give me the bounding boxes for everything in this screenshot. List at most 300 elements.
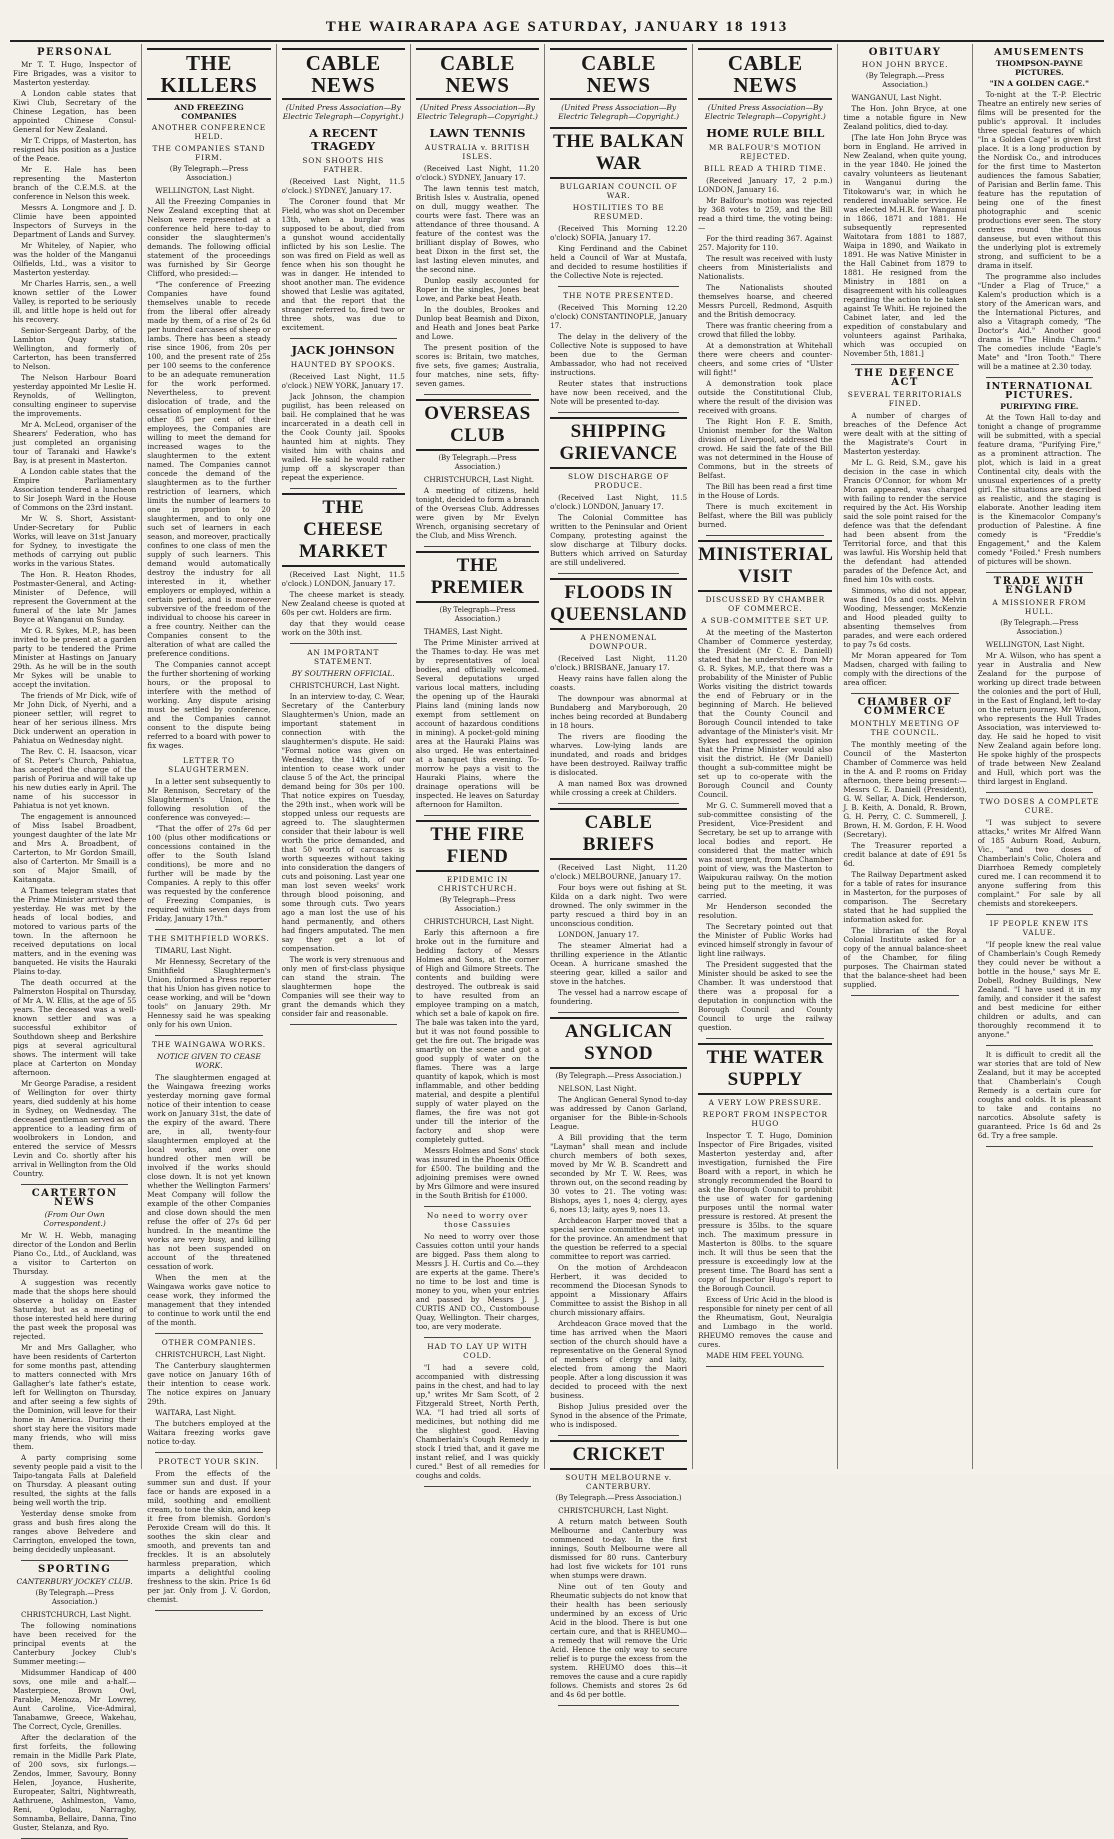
article-paragraph: Four boys were out fishing at St. Kilda on a dark night. Two were drowned. The only swimmer in the party rescued a third boy in an unconscious condition. (550, 883, 688, 928)
article-paragraph: There is much excitement in Belfast, where the Bill was publicly burned. (698, 502, 833, 529)
article-section (978, 797, 1101, 908)
article-paragraph: CHRISTCHURCH, Last Night. (423, 475, 535, 484)
article-paragraph: The slaughtermen engaged at the Waingawa freezing works yesterday morning gave formal notice of their intention to cease work on January 31st, the date of the expiry of the award. There are, in all, twenty-four slaughtermen employed at the local works, and over one hundred other men will be involved if the works should close down. It is not yet known whether the Wellington Farmers' Meat Company will follow the example of the other Companies and close down should the men refuse the offer of 27s 6d per hundred. In the meantime the works are very busy, and killing has not been suspended on account of the threatened cessation of work. (147, 1073, 271, 1271)
article-paragraph: The downpour was abnormal at Bundaberg and Maryborough, 20 inches being recorded at Bundaberg in 18 hours. (550, 694, 688, 730)
article-paragraph: The Nelson Harbour Board yesterday appointed Mr Leslie H. Reynolds, of Wellington, consulting engineer to supervise the improvements. (13, 373, 137, 418)
article-section (282, 127, 405, 332)
article-paragraph: King Ferdinand and the Cabinet held a Council of War at Mustafa, and decided to resume hostilities if the Collective Note is rejected. (550, 244, 688, 280)
section-divider (558, 1435, 679, 1436)
article-section (843, 48, 966, 358)
article-byline: (By Telegraph.—Press Association.) (35, 1589, 114, 1606)
article-paragraph: Mr A. Wilson, who has spent a year in Australia and New Zealand for the purpose of working up direct trade between the colonies and the port of Hull, in the East of England, left to-day on the return journey. Mr Wilson, who represents the Hull Trades Association, was interviewed to-day. He said he hoped to visit New Zealand again before long. He spoke highly of the prospects of trade between New Zealand and Hull, which port was the third largest in England. (977, 651, 1101, 786)
article-paragraph: Mr Charles Harris, sen., a well known settler of the Lower Valley, is reported to be seriously ill, and little hope is held out for his recovery. (13, 279, 137, 324)
article-section (147, 756, 270, 923)
article-headline: LAWN TENNIS (429, 126, 526, 140)
article-headline: THE WATER SUPPLY (698, 1043, 832, 1095)
article-headline: SPORTING (37, 1564, 112, 1575)
article-deck: ANOTHER CONFERENCE HELD. (151, 123, 266, 141)
article-paragraph: In the doubles, Brookes and Dunlop beat Beamish and Dixon, and Heath and Jones beat Parke and Lowe. (415, 305, 540, 341)
section-divider (706, 1038, 824, 1039)
article-paragraph: When the men at the Waingawa works gave notice to cease work, they informed the management that they intended to continue to work until the end of the month. (147, 1273, 271, 1327)
article-paragraph: CHRISTCHURCH, Last Night. (21, 1610, 132, 1619)
article-paragraph: A number of charges of breaches of the Defence Act were dealt with at the sitting of the Magistrate's Court in Masterton yesterday. (843, 411, 967, 456)
section-divider (155, 1610, 262, 1611)
article-headline: OBITUARY (868, 47, 942, 58)
article-section (843, 369, 966, 687)
article-headline: LETTER TO SLAUGHTERMEN. (168, 756, 250, 774)
article-paragraph: CHRISTCHURCH, Last Night. (155, 1350, 266, 1359)
article-paragraph: The Coroner found that Mr Field, who was shot on December 13th, when a burglar was supposed to be about, died from a gunshot wound accidentally inflicted by his son Leslie. The son was fired on Field as well as fence when his son thought he was in danger. He intended to shoot another man. The evidence showed that Leslie was agitated, and that the report that the stranger referred to, fired two or three shots, was due to excitement. (281, 197, 405, 332)
article-paragraph: "The conference of Freezing Companies have found themselves unable to recede from the liberal offer already made by them, of a rise of 2s 6d per hundred carcases of sheep or lambs. There has been a steady rise since 1906, from 20s per 100, and the present rate of 25s per 100 seems to the conference to be an adequate remuneration for the work performed. Nevertheless, to prevent dislocation of trade, and the cessation of employment for the other 85 per cent of their employees, the Companies are willing to meet the demand for increased wages to the slaughtermen to the extent named. The Companies cannot concede the demand of the slaughtermen as to the further restriction of learners, which limits the number of learners to one in proportion to 20 slaughtermen, and to only one such set of learners in each season, and moreover, practically confines to one class of men the supply of such learners. This demand would automatically destroy the industry for all interested in it, whether employers or employed, within a certain period, and is moreover subversive of the freedom of the individual to choose his career in a free country. Neither can the Companies consent to the alteration of what are called the preference conditions. (147, 280, 271, 658)
article-paragraph: At the meeting of the Masterton Chamber of Commerce yesterday, the President (Mr C. E. Daniell) stated that he understood from Mr G. R. Sykes, M.P., that there was a probability of the Minister of Public Works visiting the district towards the end of February or in the beginning of March. He believed that the County Council and Borough Council intended to take advantage of the Minister's visit. Mr Sykes had expressed the opinion that the Prime Minister would also visit the district. He (Mr Daniell) thought a sub-committee might be set up to co-operate with the Borough Council and County Council. (698, 628, 833, 799)
article-paragraph: Midsummer Handicap of 400 sovs, one mile and a-half.—Masterpiece, Brown Owl, Parable, Menoza, Mr Lowrey, Aunt Caroline, Vice-Admiral, Tanabamwe, Greece, Wakehau, The Correct, Cycle, Grenilles. (13, 1668, 137, 1731)
article-headline: THE KILLERS (147, 48, 270, 100)
article-byline: (By Telegraph—Press Association.) (439, 896, 516, 913)
column-c7 (838, 44, 972, 1469)
article-paragraph: "That the offer of 27s 6d per 100 (plus other modifications or concessions contained in the offer to the South Island conditions), be more and no further will be made by the Companies. A reply to this offer was requested by the conference of Freezing Companies, is required within seven days from Friday, January 17th." (147, 824, 271, 923)
article-section (282, 48, 405, 121)
article-deck: A SUB-COMMITTEE SET UP. (701, 616, 830, 625)
article-paragraph: To-night at the T.-P. Electric Theatre an entirely new series of films will be presented for the public's approval. It includes three special features of which "In a Golden Cage" is given first place. It is a long production by the Nordisk Co., and introduces for the first time to Masterton audiences the famous Sabatier, of Parisian and Berlin fame. This feature has the reputation of being one of the finest photographic and scenic productions ever seen. The story centres round the famous danseuse, but even without this the underlying plot is extremely strong, and sufficient to be a drama in itself. (977, 90, 1101, 270)
article-paragraph: The programme also includes "Under a Flag of Truce," a Kalem's production which is a story of the American wars, and the International Pictures, and also a Vitagraph comedy, "The Doctor's Aid." Another good drama is "The Hindu Charm." The comedies include "Eagle's Mate" and "Iron Tooth." There will be a matinee at 2.30 today. (977, 272, 1101, 371)
article-paragraph: On the motion of Archdeacon Herbert, it was decided to recommend the Diocesan Synods to appoint a Missionary Affairs Committee to assist the Bishop in all church missionary affairs. (550, 1263, 688, 1317)
article-paragraph: Mr Moran appeared for Tom Madsen, charged with failing to comply with the directions of the area officer. (843, 651, 967, 687)
article-paragraph: The Canterbury slaughtermen gave notice on January 16th of their intention to cease work. The notice expires on January 29th. (147, 1361, 271, 1406)
article-headline: CARTERTON NEWS (31, 1188, 118, 1208)
section-divider (558, 286, 679, 287)
article-headline: MINISTERIAL VISIT (698, 540, 832, 592)
article-section (550, 291, 687, 406)
article-headline: THE SMITHFIELD WORKS. (148, 934, 270, 943)
article-paragraph: The Secretary pointed out that the Minister of Public Works had evinced himself strongly in favour of light line railways. (698, 922, 833, 958)
article-headline: ANGLICAN SYNOD (550, 1017, 687, 1069)
article-headline: SHIPPING GRIEVANCE (550, 417, 687, 469)
article-byline: (By Telegraph.—Press Association.) (865, 72, 945, 89)
article-section (416, 127, 539, 388)
section-divider (706, 535, 824, 536)
article-deck: DISCUSSED BY CHAMBER OF COMMERCE. (705, 595, 825, 613)
article-headline: CABLE NEWS (282, 48, 405, 100)
article-paragraph: Messrs Holmes and Sons' stock was insured in the Phoenix Office for £500. The building and the adjoining premises were owned by Mrs Gilmore and were insured in the South British for £1000. (415, 1146, 540, 1200)
section-divider (851, 364, 958, 365)
article-paragraph: After the declaration of the first forfeits, the following remain in the Midlle Park Plate, of 200 sovs, six furlongs.—Zendos, Immer, Savoury, Bonny Helen, Joyance, Husherite, Europeater, Saltri, Nightwreath, Aathruene, Ashlmeston, Vamo, Reni, Oglodau, Narragby, Somnamba, Bellaire, Danna, Tino Guster, Stelanza, and Ryo. (13, 1733, 137, 1832)
section-divider (558, 1012, 679, 1013)
column-c8 (973, 44, 1106, 1469)
article-paragraph: The Colonial Committee has written to the Peninsular and Orient Company, protesting against the slow discharge at Tilbury docks. Butters which arrived on Saturday are still undelivered. (550, 513, 688, 567)
article-section (13, 1565, 136, 1832)
article-section (282, 493, 405, 637)
article-section (550, 1017, 687, 1429)
section-divider (155, 929, 262, 930)
article-headline: CABLE NEWS (698, 48, 832, 100)
article-paragraph: At a demonstration at Whitehall there were cheers and counter-cheers, and some cries of "Ulster will fight!" (698, 341, 833, 377)
article-paragraph: The Rev. C. H. Isaacson, vicar of St. Peter's Church, Pahiatua, has accepted the charge of the parish of Porirua and will take up his new duties early in April. The name of his successor in Pahiatua is not yet known. (13, 747, 137, 810)
section-divider (558, 1705, 679, 1706)
article-deck: EPIDEMIC IN CHRISTCHURCH. (437, 875, 518, 893)
section-divider (986, 1045, 1093, 1046)
article-paragraph: Nine out of ten Gouty and Rheumatic subjects do not know that their health has been seriously undermined by an excess of Uric Acid in the blood. There is but one certain cure, and that is RHEUMO—a remedy that will remove the Uric Acid. Hence the only way to secure relief is to purge the excess from the system. RHEUMO does this—it removes the cause and a cure rapidly follows. Chemists and stores 2s 6d and 4s 6d per bottle. (550, 1582, 688, 1699)
article-deck: HAUNTED BY SPOOKS. (290, 360, 396, 369)
section-divider (155, 1035, 262, 1036)
article-paragraph: "I had a severe cold, accompanied with distressing pains in the chest, and had to lay up," writes Mr Sam Scott, of 2 Fitzgerald Street, North Perth, W.A. "I had tried all sorts of medicines, but nothing did me the slightest good. Having Chamberlain's Cough Remedy in stock I tried that, and it gave me instant relief, and I was quickly cured." Best of all remedies for coughs and colds. (415, 1363, 540, 1480)
article-section (550, 1440, 687, 1699)
article-paragraph: In a letter sent subsequently to Mr Rennison, Secretary of the Slaughtermen's Union, the following resolution of the conference was conveyed:— (147, 777, 271, 822)
article-paragraph: (Received Last Night, 11.5 o'clock.) LONDON, January 17. (550, 493, 688, 511)
column-c5 (545, 44, 693, 1699)
article-byline: (By Telegraph.—Press Association.) (1000, 619, 1079, 636)
article-paragraph: The Railway Department asked for a table of rates for insurance in Masterton, for the purposes of comparison. The Secretary stated that he had supplied the information asked for. (843, 870, 967, 924)
column-c3 (277, 44, 411, 1469)
article-headline: OTHER COMPANIES. (161, 1338, 257, 1347)
article-deck: HOSTILITIES TO BE RESUMED. (572, 203, 665, 221)
section-divider (851, 693, 958, 694)
article-paragraph: A London cable states that the Empire Parliamentary Association tendered a luncheon to Sir Joseph Ward in the House of Commons on the 23rd instant. (13, 467, 137, 512)
article-paragraph: From the effects of the summer sun and dust. If your face or hands are exposed in a mild, soothing and emollient cream, to tone the skin, and keep it free from blemish. Gordon's Peroxide Cream will do this. It soothes the skin clear and smooth, and prevents tan and freckles. It is an absolutely harmless preparation, which imparts a delightful cooling freshness to the skin. Price 1s 6d per jar. Only from J. V. Gordon, chemist. (147, 1469, 271, 1604)
article-paragraph: A meeting of citizens, held tonight, decided to form a branch of the Overseas Club. Addresses were given by Mr Evelyn Wrench, organising secretary of the Club, and Miss Wrench. (415, 486, 540, 540)
article-paragraph: The death occurred at the Palmerston Hospital on Thursday, of Mr A. W. Ellis, at the age of 55 years. The deceased was a well-known settler and was a successful exhibitor of Southdown sheep and Berkshire pigs at several agricultural shows. The interment will take place at Carterton on Monday afternoon. (13, 978, 137, 1077)
article-paragraph: The Anglican General Synod to-day was addressed by Canon Garland, organiser for the Bible-in-Schools League. (550, 1095, 688, 1131)
article-headline: FLOODS IN QUEENSLAND (550, 578, 687, 630)
article-paragraph: The lawn tennis test match, British Isles v. Australia, opened on dull, muggy weather. The courts were fast. There was an attendance of three thousand. A feature of the contest was the brilliant display of Bowes, who beat Dixon in the first set, the last lasting eleven minutes, and the second nine. (415, 184, 540, 274)
article-paragraph: Senior-Sergeant Darby, of the Lambton Quay station, Wellington, and formerly of Carterton, has been transferred to Nelson. (13, 326, 137, 371)
column-c6 (693, 44, 838, 1469)
article-paragraph: (Received Last Night, 11.20 o'clock.) BRISBANE, January 17. (550, 654, 688, 672)
article-paragraph: A demonstration took place outside the Constitutional Club, where the result of the division was received with groans. (698, 379, 833, 415)
article-byline: (By Telegraph.—Press Association.) (555, 1494, 682, 1502)
section-divider (424, 1206, 531, 1207)
article-headline: PERSONAL (36, 47, 113, 58)
article-paragraph: Mr G. C. Summerell moved that a sub-committee consisting of the President, Vice-President and Secretary, be set up to arrange with local bodies and report. He considered that the matter which was most urgent, from the Chamber point of view, was the Masterton to Waipukurau railway. On the motion being put to the meeting, it was carried. (698, 801, 833, 900)
section-divider (558, 573, 679, 574)
article-paragraph: The engagement is announced of Miss Isabel Broadbent, youngest daughter of the late Mr and Mrs A. Broadbent, of Carterton, to Mr Gordon Smaill, also of Carterton. Mr Smaill is a son of Major Smaill, of Kaitangata. (13, 812, 137, 884)
article-section (147, 1338, 270, 1446)
section-divider (558, 412, 679, 413)
section-divider (21, 1560, 128, 1561)
article-subheading: PURIFYING FIRE. (1000, 402, 1079, 411)
section-divider (424, 394, 531, 395)
article-paragraph: The delay in the delivery of the Collective Note is supposed to have been due to the German Ambassador, who had not received instructions. (550, 332, 688, 377)
article-headline: THE BALKAN WAR (550, 127, 687, 179)
article-paragraph: All the Freezing Companies in New Zealand excepting that at Nelson were represented at a conference held here to-day to consider the slaughtermen's demands. The following official statement of the proceedings was furnished by Sir George Clifford, who presided:— (147, 197, 271, 278)
masthead (10, 6, 1104, 42)
article-section (978, 1050, 1101, 1140)
article-section (550, 578, 687, 797)
article-deck: REPORT FROM INSPECTOR HUGO (702, 1110, 828, 1128)
article-paragraph: The Nationalists shouted themselves hoarse, and cheered Messrs Purcell, Redmond, Asquith and the British democracy. (698, 283, 833, 319)
article-section (978, 577, 1101, 786)
article-headline: INTERNATIONAL PICTURES. (986, 381, 1093, 401)
article-headline: THE CHEESE MARKET (282, 493, 405, 567)
section-divider (155, 1452, 262, 1453)
article-paragraph: For the third reading 367. Against 257. Majority for 110. (698, 234, 833, 252)
article-subheading: NOTICE GIVEN TO CEASE WORK. (157, 1052, 261, 1070)
article-paragraph: Mr T. T. Hugo, Inspector of Fire Brigades, was a visitor to Masterton yesterday. (13, 60, 137, 87)
article-paragraph: Mr Whiteley, of Napier, who was the holder of the Manganui Oilfields, Ltd., was a visitor to Masterton yesterday. (13, 241, 137, 277)
article-paragraph: (Received Last Night, 11.5 o'clock.) SYDNEY, January 17. (281, 177, 405, 195)
article-section (698, 540, 832, 1032)
article-byline: (By Telegraph—Press Association.) (439, 606, 516, 623)
article-paragraph: Archdeacon Grace moved that the time has arrived when the Maori section of the church should have a representative on the General Synod of members of clergy and laity, elected from among the Maori people. After a long discussion it was decided to proceed with the next business. (550, 1319, 688, 1400)
article-paragraph: Jack Johnson, the champion pugilist, has been released on bail. He complained that he was incarcerated in a death cell in the Cook County jail. Spooks haunted him at nights. They visited him with chains and wailed. He said he would rather jump off a skyscraper than repeat the experience. (281, 392, 405, 482)
article-subheading-2: AND FREEZING COMPANIES (174, 103, 244, 121)
article-section (13, 48, 136, 1178)
article-section (282, 648, 405, 1018)
article-section (416, 1211, 539, 1331)
article-deck: A PHENOMENAL DOWNPOUR. (580, 633, 657, 651)
section-divider (424, 815, 531, 816)
article-headline: CABLE BRIEFS (550, 808, 687, 860)
article-paragraph: The Right Hon F. E. Smith, Unionist member for the Walton division of Liverpool, addressed the crowd. He said the fate of the Bill was not determined in the House of Commons, but in the streets of Belfast. (698, 417, 833, 480)
article-paragraph: No need to worry over those Cassuies cotton until your hands are bigged. Pass them along to Messrs J. H. Curtis and Co.—they are experts at the game. There's no time to be lost and time is money to you, when your entries and passed by Messrs J. J. CURTIS AND CO., Custombouse Quay, Wellington. Their charges, too, are very moderate. (415, 1232, 540, 1331)
article-deck: SEVERAL TERRITORIALS FINED. (847, 390, 963, 408)
article-byline: (By Telegraph.—Press Association.) (438, 454, 517, 471)
article-paragraph: Inspector T. T. Hugo, Dominion Inspector of Fire Brigades, visited Masterton yesterday and, after investigation, furnished the Fire Board with a report, in which he strongly recommended the Board to ask the Borough Council to prohibit the use of water for gardening purposes until the normal water pressure is restored. At present the pressure is 35lbs. to the square inch. The maximum pressure in Masterton is 80lbs. to the square inch. It will thus be seen that the pressure is exceedingly low at the present time. The Board has sent a copy of Inspector Hugo's report to the Borough Council. (698, 1131, 833, 1293)
article-paragraph: Mr Henderson seconded the resolution. (698, 902, 833, 920)
article-headline: CABLE NEWS (416, 48, 539, 100)
article-paragraph: (Received Last Night, 11.5 o'clock.) LONDON, January 17. (281, 570, 405, 588)
article-paragraph: The Hon. John Bryce, at one time a notable figure in New Zealand politics, died to-day. (843, 104, 967, 131)
article-paragraph: The President suggested that the Minister should be asked to see the Chamber. It was understood that there was a proposal for a deputation in conjunction with the Borough Council and County Council to urge the railway question. (698, 960, 833, 1032)
article-paragraph: day that they would cease work on the 30th inst. (281, 619, 405, 637)
article-section (147, 48, 270, 750)
article-paragraph: The rivers are flooding the wharves. Low-lying lands are inundated, and roads and bridges have been destroyed. Railway traffic is dislocated. (550, 732, 688, 777)
article-paragraph: Early this afternoon a fire broke out in the furniture and bedding factory of Messrs Holmes and Sons, at the corner of High and Gilmore Streets. The contents and building were destroyed. The outbreak is said to have resulted from an employee tramping on a match, which set a bale of kapok on fire. The bale was taken into the yard, but it was not found possible to get the fire out. The brigade was smartly on the scene and got a good supply of water on the flames. There was a large quantity of kapok, which is most inflammable, and other bedding material, and despite a plentiful supply of water played on the flames, the fire was not got under till the interior of the factory and shop were completely gutted. (415, 928, 540, 1144)
article-paragraph: Reuter states that instructions have now been received, and the Note will be presented to-day. (550, 379, 688, 406)
article-deck: AUSTRALIA v. BRITISH ISLES. (424, 143, 531, 161)
article-paragraph: A return match between South Melbourne and Canterbury was commenced to-day. In the first innings, South Melbourne were all dismissed for 80 runs. Canterbury had lost five wickets for 101 runs when stumps were drawn. (550, 1517, 688, 1580)
article-section (550, 127, 687, 280)
article-paragraph: Mr W. S. Short, Assistant-Under-Secretary for Public Works, will leave on 31st January for Sydney, to investigate the methods of carrying out public works in the various States. (13, 514, 137, 568)
section-divider (290, 488, 397, 489)
article-paragraph: A Bill providing that the term "Layman" shall mean and include church members of both sexes, moved by Mr W. B. Scandrett and seconded by Mr T. W. Rees, was thrown out, on the second reading by 30 votes to 21. The voting was: Bishops, ayes 1, noes 4; clergy, ayes 6, noes 13; laity, ayes 9, noes 13. (550, 1133, 688, 1214)
section-divider (986, 914, 1093, 915)
article-paragraph: The Companies cannot accept the further shortening of working hours, or the proposal to interfere with the method of working. Any dispute arising must be settled by conference, and the Companies cannot consent to the dispute being referred to a board with power to fix wages. (147, 660, 271, 750)
section-divider (21, 1184, 128, 1185)
article-paragraph: Mr A. McLeod, organiser of the Shearers' Federation, who has just completed an organising tour of Taranaki and Hawke's Bay, is at present in Masterton. (13, 420, 137, 465)
section-divider (986, 1146, 1093, 1147)
article-paragraph: A party comprising some seventy people paid a visit to the Taipo-tangata Falls at Dalefield on Thursday. A pleasant outing resulted, the sights at the falls being well worth the trip. (13, 1453, 137, 1507)
article-section (698, 1043, 832, 1360)
article-paragraph: In an interview to-day, C. Wear, Secretary of the Canterbury Slaughtermen's Union, made an important statement in connection with the slaughtermen's dispute. He said: "Formal notice was given on Wednesday, the 14th, of our intention to cease work under clause 5 of the Act, the principal demand being for 30s per 100. That notice expires on Tuesday, the 29th inst., when work will be stopped unless our requests are agreed to. The slaughtermen consider that their labour is well worth the price demanded, and that 50 worth of carcases is worth squeezes without taking into consideration the dangers of cuts and poisoning. Last year one man lost seven weeks' work through blood poisoning, and some through cuts. Two years ago a man lost the use of his hand permanently, and others had fingers amputated. The men say they get a lot of compensation. (281, 692, 405, 953)
article-deck: THE COMPANIES STAND FIRM. (152, 144, 266, 162)
masthead-title: THE WAIRARAPA AGE SATURDAY, JANUARY 18 1913 (325, 19, 789, 35)
article-section (843, 698, 966, 989)
article-headline: HAD TO LAY UP WITH COLD. (427, 1342, 528, 1360)
article-paragraph: The Treasurer reported a credit balance at date of £91 5s 6d. (843, 841, 967, 868)
article-byline: (By Telegraph.—Press Association.) (169, 165, 249, 182)
section-divider (424, 546, 531, 547)
article-paragraph: Mr and Mrs Gallagher, who have been residents of Carterton for some months past, attending to matters connected with Mrs Gallagher's late father's estate, left for Wellington on Thursday, and after seeing a few sights of the Dominion, will leave for their home in America. During their short stay here the visitors made many friends, who will miss them. (13, 1343, 137, 1451)
article-paragraph: CHRISTCHURCH, Last Night. (289, 681, 400, 690)
section-divider (986, 792, 1093, 793)
column-c4 (411, 44, 545, 1480)
article-paragraph: Yesterday dense smoke from grass and bush fires along the ranges above Belvedere and Carrington, enveloped the town, being decidedly unpleasant. (13, 1509, 137, 1554)
article-deck: HON JOHN BRYCE. (861, 60, 949, 69)
section-divider (424, 1486, 531, 1487)
article-paragraph: The monthly meeting of the Council of the Masterton Chamber of Commerce was held in the A. and P. rooms on Friday afternoon, there being present:—Messrs C. E. Daniell (President), G. W. Sellar, A. Dick, Henderson, J. B. Keith, A. Donald, R. Brown, G. H. Perry, C. C. Summerell, J. Brown, H. M. Gordon, F. H. Wood (Secretary). (843, 740, 967, 839)
article-section (147, 934, 270, 1029)
article-headline: CRICKET (550, 1440, 687, 1470)
article-paragraph: Heavy rains have fallen along the coasts. (550, 674, 688, 692)
article-subheading: (United Press Association—By Electric Telegraph—Copyright.) (282, 103, 404, 121)
article-headline: THE DEFENCE ACT (854, 368, 956, 388)
section-divider (986, 572, 1093, 573)
article-section (978, 919, 1101, 1039)
article-section (698, 48, 832, 121)
article-byline: (By Telegraph.—Press Association.) (555, 1072, 682, 1080)
article-paragraph: (Received This Morning 12.20 o'clock) SOFIA, January 17. (550, 224, 688, 242)
article-deck: MONTHLY MEETING OF THE COUNCIL. (850, 719, 960, 737)
article-paragraph: At the Town Hall to-day and tonight a change of programme will be submitted, with a special feature drama, "Purifying Fire," as a prominent attraction. The plot, which is laid in a great Continental city, deals with the unusual experiences of a pretty girl. The situations are described as realistic, and the staging is elaborate. Another leading item is the Kinemacolor Company's production of Palestine. A fine comedy is "Freddie's Engagement," and the Kalem comedy "Foiled." Fresh numbers of pictures will be shown. (977, 413, 1101, 566)
article-headline: CHAMBER OF COMMERCE (857, 697, 953, 717)
article-headline: No need to worry over those Cassuies (426, 1211, 529, 1229)
article-paragraph: The work is very strenuous and only men of first-class physique can stand the strain. The slaughtermen hope the Companies will see their way to grant the demands which they consider fair and reasonable. (281, 955, 405, 1018)
article-paragraph: The butchers employed at the Waitara freezing works gave notice to-day. (147, 1419, 271, 1446)
article-headline: HOME RULE BILL (706, 126, 825, 140)
article-paragraph: The librarian of the Royal Colonial Institute asked for a copy of the annual balance-sheet of the Chamber, for filing purposes. The Chairman stated that the balance-sheet had been supplied. (843, 926, 967, 989)
article-section (416, 48, 539, 121)
article-paragraph: CHRISTCHURCH, Last Night. (423, 917, 535, 926)
article-paragraph: LONDON, January 17. (558, 930, 640, 939)
columns-container (8, 44, 1106, 1832)
article-paragraph: A London cable states that Kiwi Club, Secretary of the Chinese Legation, has been appointed Chinese Consul-General for New Zealand. (13, 89, 137, 134)
article-section (550, 417, 687, 567)
article-paragraph: TIMARU, Last Night. (155, 946, 232, 955)
article-headline: CABLE NEWS (550, 48, 687, 100)
article-paragraph: WELLINGTON, Last Night. (155, 186, 255, 195)
article-deck: SLOW DISCHARGE OF PRODUCE. (567, 472, 670, 490)
section-divider (155, 1333, 262, 1334)
article-paragraph: Mr T. Cripps, of Masterton, has resigned his position as a Justice of the Peace. (13, 136, 137, 163)
article-paragraph: (Received Last Night, 11.5 o'clock.) NEW YORK, January 17. (281, 372, 405, 390)
article-deck: A MISSIONER FROM HULL. (992, 598, 1087, 616)
article-paragraph: Mr G. R. Sykes, M.P., has been invited to be present at a garden party to be tendered the Prime Minister at Hastings on January 29th. As he will be in the south Mr Sykes will be unable to accept the invitation. (13, 626, 137, 689)
article-subheading: (United Press Association—By Electric Telegraph—Copyright.) (558, 103, 680, 121)
article-paragraph: (Received January 17, 2 p.m.) LONDON, January 16. (698, 176, 833, 194)
article-paragraph: Mr Hennessy, Secretary of the Smithfield Slaughtermen's Union, informed a Press reporter that his Union has given notice to cease working, and will be "down tools" on January 29th. Mr Hennessy said he was speaking only for his own Union. (147, 957, 271, 1029)
article-paragraph: The vessel had a narrow escape of foundering. (550, 988, 688, 1006)
article-paragraph: "I was subject to severe attacks," writes Mr Alfred Wann of 185 Auburn Road, Auburn, Vic., "and two doses of Chamberlain's Colic, Cholera and Diarrhoea Remedy completely cured me. I can recommend it to anyone suffering from this complaint." For sale by all chemists and storekeepers. (977, 818, 1101, 908)
article-paragraph: "If people knew the real value of Chamberlain's Cough Remedy they could never be without a bottle in the house," says Mr E. Dobell, Rodney Buildings, New Zealand. "I have used it in my family, and consider it the safest and best medicine for either children or adults, and can thoroughly recommend it to anyone." (977, 940, 1101, 1039)
section-divider (290, 643, 397, 644)
article-paragraph: Mr E. Hale has been representing the Masterton branch of the C.E.M.S. at the conference in Nelson this week. (13, 165, 137, 201)
article-paragraph: Mr Balfour's motion was rejected by 368 votes to 259, and the Bill read a third time, the voting being:— (698, 196, 833, 232)
article-section (147, 1457, 270, 1604)
article-subheading: (From Our Own Correspondent.) (43, 1210, 106, 1228)
article-paragraph: The Hon. R. Heaton Rhodes, Postmaster-General, and Acting-Minister of Defence, will represent the Government at the funeral of the late Mr James Boyce at Wanganui on Sunday. (13, 570, 137, 624)
article-paragraph: THAMES, Last Night. (423, 627, 503, 636)
article-paragraph: The steamer Almeriat had a thrilling experience in the Atlantic Ocean. A hurricane smashed the steering gear, killed a sailor and stove in the hatches. (550, 941, 688, 986)
article-paragraph: It is difficult to credit all the war stories that are told of New Zealand, but it may be accepted that Chamberlain's Cough Remedy is a certain cure for coughs and colds. It is pleasant to take and contains no narcotics. Absolute safety is guaranteed. Price 1s 6d and 2s 6d. Try a free sample. (977, 1050, 1101, 1140)
article-headline: AMUSEMENTS (994, 47, 1085, 58)
section-divider (424, 1337, 531, 1338)
article-subheading: CANTERBURY JOCKEY CLUB. (16, 1577, 133, 1586)
article-paragraph: A Thames telegram states that the Prime Minister arrived there yesterday. He was met by the heads of local bodies, and motored to various parts of the town. In the afternoon he received deputations on local matters, and in the evening was banqueted. He visits the Hauraki Plains to-day. (13, 886, 137, 976)
article-deck: SON SHOOTS HIS FATHER. (302, 156, 384, 174)
article-section (13, 1189, 136, 1554)
article-subheading: BY SOUTHERN OFFICIAL. (291, 669, 395, 678)
article-paragraph: Mr W. H. Webb, managing director of the London and Berlin Piano Co., Ltd., of Auckland, was a visitor to Carterton on Thursday. (13, 1231, 137, 1276)
article-paragraph: CHRISTCHURCH, Last Night. (558, 1506, 669, 1515)
article-deck: BILL READ A THIRD TIME. (704, 164, 827, 173)
article-subheading: (United Press Association—By Electric Telegraph—Copyright.) (416, 103, 538, 121)
column-c1 (8, 44, 142, 1832)
article-paragraph: Archdeacon Harper moved that a special service committee be set up for the province. An amendment that the question be referred to a special committee to report was carried. (550, 1216, 688, 1261)
article-paragraph: The friends of Mr Dick, wife of Mr John Dick, of Nyerhi, and a pioneer settler, will regret to hear of her serious illness. Mrs Dick underwent an operation in Pahiatua on Wednesday night. (13, 691, 137, 745)
article-paragraph: NELSON, Last Night. (558, 1084, 637, 1093)
article-headline: AN IMPORTANT STATEMENT. (307, 648, 380, 666)
section-divider (290, 338, 397, 339)
article-section (550, 48, 687, 121)
article-deck: A VERY LOW PRESSURE. (708, 1098, 822, 1107)
article-paragraph: Mr George Paradise, a resident of Wellington for over thirty years, died suddenly at his home in Sydney, on Wednesday. The deceased gentleman served as an apprentice to a leading firm of woolbrokers in London, and entered the service of Messrs Levin and Co. shortly after his arrival in Wellington from the Old Country. (13, 1079, 137, 1178)
article-paragraph: Simmons, who did not appear, was fined 10s and costs. Melvin Wooding, Messenger, McKenzie and Hood pleaded guilty to absenting themselves from parades, and were each ordered to pay 7s 6d costs. (843, 586, 967, 649)
article-deck: BULGARIAN COUNCIL OF WAR. (559, 182, 678, 200)
article-headline: THE WAINGAWA WORKS. (151, 1040, 266, 1049)
section-divider (986, 377, 1093, 378)
article-paragraph: Mr L. G. Reid, S.M., gave his decision in the case in which Francis O'Connor, for whom Mr Moran appeared, was charged with failing to render the service required by the Act. His Worship said the sole point raised for the defence was that the defendant had been absent from the Territorial force, and that this was lawful. His Worship held that the defendant had attended parades of the Defence Act, and fined him 10s with costs. (843, 458, 967, 584)
article-paragraph: (Received Last Night, 11.20 o'clock.) MELBOURNE, January 17. (550, 863, 688, 881)
article-section (416, 1342, 539, 1480)
article-paragraph: WANGANUI, Last Night. (851, 93, 942, 102)
article-paragraph: (Received This Morning 12.20 o'clock) CONSTANTINOPLE, January 17. (550, 303, 688, 330)
article-section (978, 382, 1101, 566)
article-subheading-2: "IN A GOLDEN CAGE." (989, 79, 1090, 88)
section-divider (851, 995, 958, 996)
column-c2 (142, 44, 276, 1604)
article-paragraph: There was frantic cheering from a crowd that filled the lobby. (698, 321, 833, 339)
article-paragraph: The present position of the scores is: Britain, two matches, five sets, five games; Australia, four matches, nine sets, fifty-seven games. (415, 343, 540, 388)
article-paragraph: Excess of Uric Acid in the blood is responsible for ninety per cent of all the Rheumatism, Gout, Neuralgia and Lumbago in the world. RHEUMO removes the cause and cures. (698, 1295, 833, 1349)
article-subheading: (United Press Association—By Electric Telegraph—Copyright.) (704, 103, 826, 121)
article-headline: JACK JOHNSON (291, 343, 395, 357)
article-section (147, 1040, 270, 1327)
article-paragraph: The following nominations have been received for the principal events at the Canterbury Jockey Club's Summer meeting:— (13, 1621, 137, 1666)
article-paragraph: MADE HIM FEEL YOUNG. (706, 1351, 804, 1360)
article-headline: IF PEOPLE KNEW ITS VALUE. (989, 919, 1089, 937)
article-headline: OVERSEAS CLUB (416, 399, 539, 451)
section-divider (290, 1024, 397, 1025)
article-headline: TWO DOSES A COMPLETE CURE. (979, 797, 1100, 815)
article-section (550, 808, 687, 1006)
article-deck: SOUTH MELBOURNE v. CANTERBURY. (565, 1473, 672, 1491)
section-divider (558, 803, 679, 804)
article-headline: THE NOTE PRESENTED. (563, 291, 674, 300)
article-paragraph: A suggestion was recently made that the shops here should observe a holiday on Easter Saturday, but as a meeting of those interested held here during the past week the proposal was rejected. (13, 1278, 137, 1341)
article-paragraph: A man named Box was drowned while crossing a creek at Childers. (550, 779, 688, 797)
section-divider (706, 1366, 824, 1367)
article-headline: PROTECT YOUR SKIN. (158, 1457, 260, 1466)
article-section (416, 399, 539, 540)
article-paragraph: The Prime Minister arrived at the Thames to-day. He was met by representatives of local bodies, and officially welcomed. Several deputations urged various local matters, including the opening up of the Hauraki Plains land (mining lands now exempt from settlement on account of hazardous conditions in mining). A pocket-gold mining area at the Hauraki Plains was also urged. He was entertained at a banquet this evening. To-morrow he pays a visit to the Hauraki Plains, where the drainage operations will be inspected. He leaves on Saturday afternoon for Hamilton. (415, 638, 540, 809)
article-headline: THE PREMIER (416, 551, 539, 603)
article-paragraph: The cheese market is steady. New Zealand cheese is quoted at 60s per cwt. Holders are firm. (281, 590, 405, 617)
article-headline: TRADE WITH ENGLAND (993, 576, 1085, 596)
article-section (978, 48, 1101, 371)
article-paragraph: Dunlop easily accounted for Roper in the singles, Jones beat Lowe, and Parke beat Heath. (415, 276, 540, 303)
article-paragraph: The Bill has been read a first time in the House of Lords. (698, 482, 833, 500)
article-paragraph: Bishop Julius presided over the Synod in the absence of the Primate, who is indisposed. (550, 1402, 688, 1429)
article-section (416, 820, 539, 1200)
article-paragraph: The result was received with lusty cheers from Ministerialists and Nationalists. (698, 254, 833, 281)
article-section (416, 551, 539, 809)
article-headline: A RECENT TRAGEDY (309, 126, 378, 153)
article-paragraph: (Received Last Night, 11.20 o'clock.) SYDNEY, January 17. (415, 164, 540, 182)
article-deck: MR BALFOUR'S MOTION REJECTED. (708, 143, 822, 161)
article-paragraph: Messrs A. Longmore and J. D. Climie have been appointed Inspectors of Surveys in the Department of Lands and Survey. (13, 203, 137, 239)
article-subheading: THOMPSON-PAYNE PICTURES. (995, 59, 1083, 77)
article-headline: THE FIRE FIEND (416, 820, 539, 872)
